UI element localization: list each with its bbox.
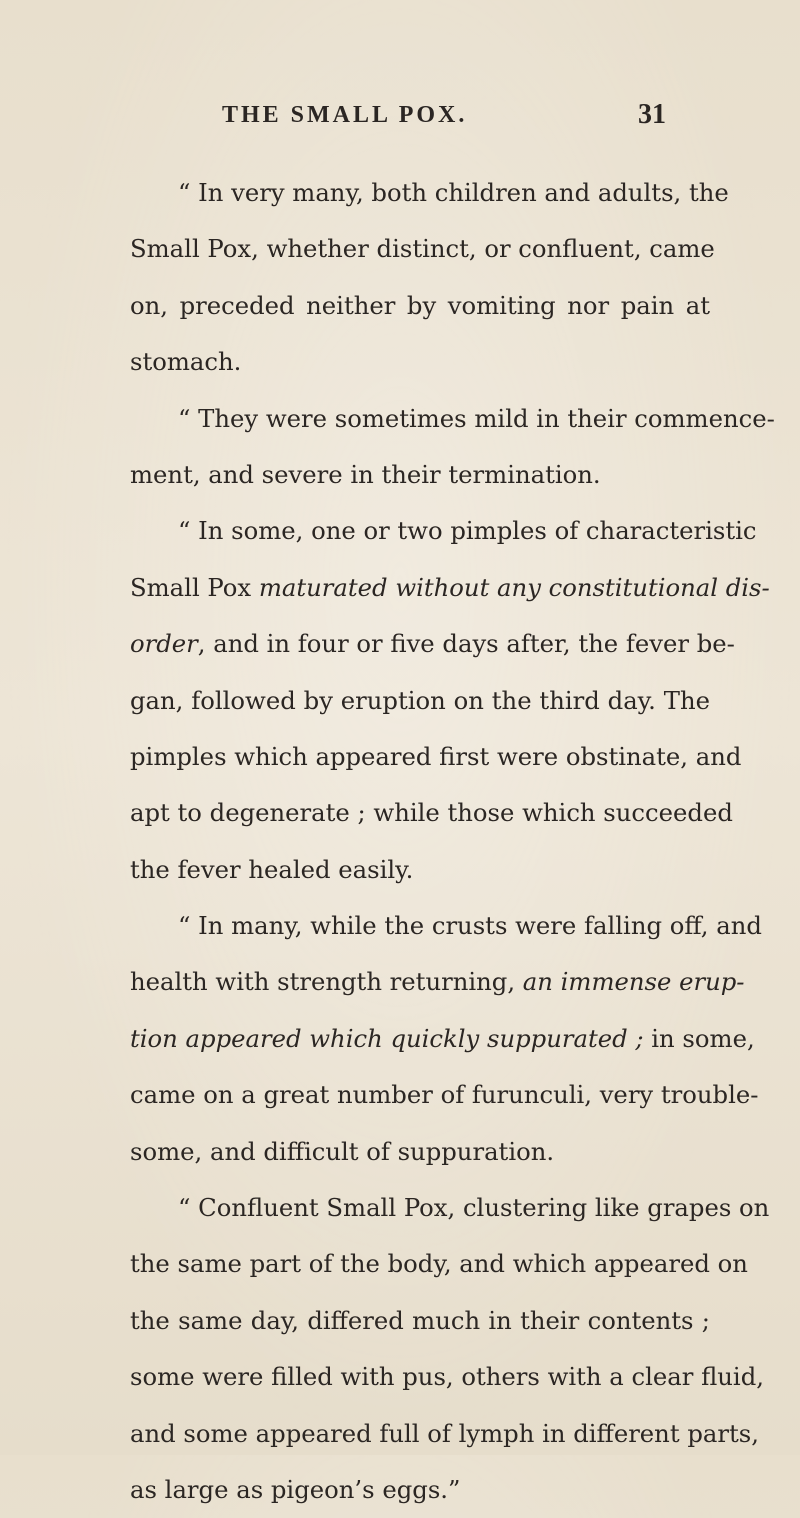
italic-text-segment: order (130, 629, 198, 659)
text-segment: , and in four or five days after, the fever be- (197, 629, 735, 659)
text-line (130, 1462, 710, 1518)
text-line (130, 334, 710, 390)
text-line (130, 1180, 770, 1236)
text-segment: Small Pox (130, 572, 259, 602)
text-segment: “ Confluent Small Pox, clustering like grapes on (178, 1193, 770, 1223)
text-line (130, 1124, 710, 1180)
text-line (130, 1067, 759, 1123)
paragraph (130, 391, 775, 504)
text-segment: some were filled with pus, others with a clear fluid, (130, 1362, 764, 1392)
text-line (130, 165, 729, 221)
text-segment: and some appeared full of lymph in different parts, (130, 1418, 759, 1448)
text-line (130, 278, 710, 334)
text-line (130, 616, 735, 672)
text-line (130, 842, 710, 898)
text-line (130, 1236, 748, 1292)
text-segment: on, preceded neither by vomiting nor pain at (130, 290, 710, 320)
running-title: THE SMALL POX. (222, 102, 468, 128)
text-segment: as large as pigeon’s eggs.” (130, 1474, 461, 1504)
text-segment: stomach. (130, 347, 242, 377)
paragraph (130, 898, 762, 1180)
text-segment: gan, followed by eruption on the third day. The (130, 685, 710, 715)
text-segment: some, and difficult of suppuration. (130, 1136, 555, 1166)
paragraph (130, 1180, 770, 1518)
text-segment: “ They were sometimes mild in their commence- (178, 403, 775, 433)
text-line (130, 954, 745, 1010)
running-head (0, 99, 800, 142)
text-segment: pimples which appeared first were obstinate, and (130, 741, 742, 771)
text-segment: came on a great number of furunculi, very trouble- (130, 1080, 759, 1110)
text-segment: “ In some, one or two pimples of characteristic (178, 516, 757, 546)
text-line (130, 503, 757, 559)
paragraph (130, 503, 770, 898)
text-line (130, 221, 715, 277)
text-line (130, 898, 762, 954)
text-line (130, 391, 775, 447)
italic-text-segment: tion appeared which quickly suppurated ; (130, 1023, 644, 1053)
text-segment: “ In very many, both children and adults, the (178, 178, 729, 207)
text-line (130, 1349, 764, 1405)
text-segment: ment, and severe in their termination. (130, 459, 601, 489)
text-segment: apt to degenerate ; while those which succeeded (130, 798, 733, 828)
text-line (130, 673, 710, 729)
italic-text-segment: an immense erup- (522, 967, 745, 997)
text-segment: the same day, differed much in their contents ; (130, 1305, 710, 1335)
text-line (130, 1406, 759, 1462)
text-line (130, 447, 710, 503)
text-line (130, 1011, 755, 1067)
paragraph (130, 165, 729, 391)
text-segment: “ In many, while the crusts were falling off, and (178, 911, 762, 941)
italic-text-segment: maturated without any constitutional dis- (258, 572, 770, 602)
text-segment: in some, (643, 1023, 755, 1053)
text-segment: the same part of the body, and which appeared on (130, 1249, 748, 1279)
text-segment: Small Pox, whether distinct, or confluent, came (130, 234, 715, 264)
text-segment: the fever healed easily. (130, 854, 414, 884)
body-text (130, 165, 775, 1518)
text-line (130, 1293, 710, 1349)
text-segment: health with strength returning, (130, 967, 523, 997)
text-line (130, 785, 733, 841)
text-line (130, 560, 770, 616)
text-line (130, 729, 742, 785)
page-number: 31 (638, 99, 666, 130)
